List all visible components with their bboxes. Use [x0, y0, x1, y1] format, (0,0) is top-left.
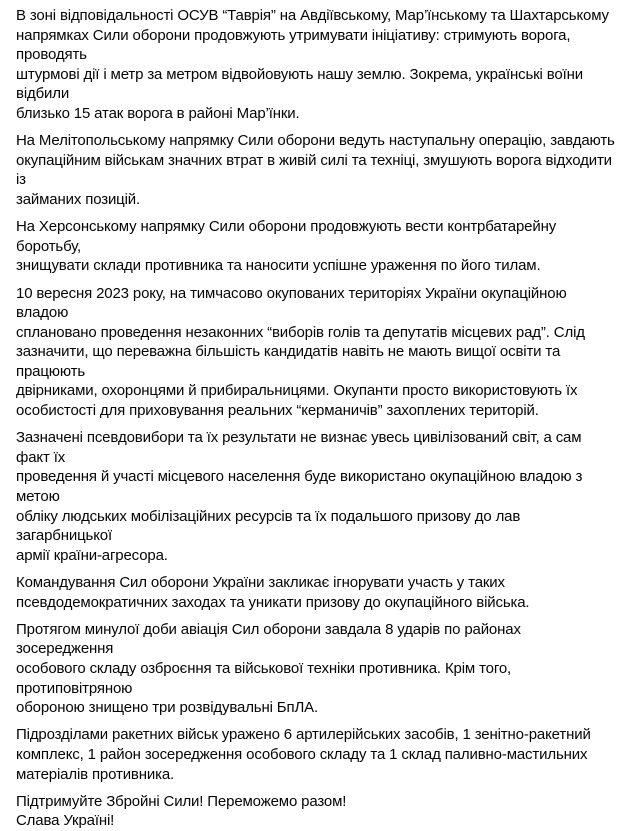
text-line: штурмові дії і метр за метром відвойовують нашу землю. Зокрема, українські воїни відбили — [16, 65, 583, 103]
text-line: Командування Сил оборони України закликає ігнорувати участь у таких — [16, 574, 505, 591]
paragraph-aviation-strikes — [16, 620, 616, 718]
paragraph-missile-troops — [16, 725, 616, 784]
text-line: особового складу озброєння та військової техніки противника. Крім того, протиповітряною — [16, 659, 512, 697]
paragraph-command-appeal — [16, 573, 616, 612]
text-line: близько 15 атак ворога в районі Мар’їнки. — [16, 104, 300, 122]
paragraph-elections-not-recognized — [16, 428, 616, 565]
text-line: Зазначені псевдовибори та їх результати не визнає увесь цивілізований світ, а сам факт їх — [16, 429, 582, 466]
text-line: напрямках Сили оборони продовжують утримувати ініціативу: стримують ворога, проводять — [16, 26, 571, 64]
text-line: армії країни-агресора. — [16, 546, 168, 564]
paragraph-closing — [16, 792, 616, 831]
text-line: особистості для приховування реальних “керманичів” захоплених територій. — [16, 402, 539, 420]
text-line: обороною знищено три розвідувальні БпЛА. — [16, 699, 319, 717]
text-line: двірниками, охоронцями й прибиральницями. Окупанти просто використовують їх — [16, 382, 578, 400]
text-line: Підтримуйте Збройні Сили! Переможемо разом! — [16, 792, 347, 810]
text-line: Підрозділами ракетних військ уражено 6 артилерійських засобів, 1 зенітно-ракетний — [16, 726, 591, 744]
text-line: сплановано проведення незаконних “виборів голів та депутатів місцевих рад”. Слід — [16, 323, 585, 341]
text-line: псевдодемократичних заходах та уникати призову до окупаційного війська. — [16, 593, 530, 611]
text-line: знищувати склади противника та наносити успішне ураження по його тилам. — [16, 257, 541, 275]
text-line: 10 вересня 2023 року, на тимчасово окупованих територіях України окупаційною владою — [16, 284, 567, 322]
paragraph-tavria-direction — [16, 6, 616, 124]
paragraph-pseudo-elections — [16, 284, 616, 421]
text-line: На Херсонському напрямку Сили оборони продовжують вести контрбатарейну боротьбу, — [16, 218, 557, 255]
paragraph-melitopol-direction — [16, 131, 616, 209]
text-line: проведення й участі місцевого населення буде використано окупаційною владою з метою — [16, 468, 583, 506]
text-line: комплекс, 1 район зосередження особового складу та 1 склад паливно-мастильних — [16, 745, 588, 763]
text-line: Протягом минулої доби авіація Сил оборони завдала 8 ударів по районах зосередження — [16, 620, 521, 658]
paragraph-kherson-direction — [16, 217, 616, 276]
text-line: окупаційним військам значних втрат в живій силі та техніці, змушують ворога відходити із — [16, 151, 612, 189]
text-line: Слава Україні! — [16, 812, 115, 830]
text-line: В зоні відповідальності ОСУВ “Таврія” на Авдіївському, Мар’їнському та Шахтарському — [16, 7, 609, 24]
text-line: На Мелітопольському напрямку Сили оборони ведуть наступальну операцію, завдають — [16, 132, 615, 150]
text-line: матеріалів противника. — [16, 765, 175, 783]
text-line: обліку людських мобілізаційних ресурсів та їх подальшого призову до лав загарбницької — [16, 507, 521, 545]
text-line: займаних позицій. — [16, 190, 141, 208]
text-line: зазначити, що переважна більшість кандидатів навіть не мають вищої освіти та працюють — [16, 343, 561, 380]
